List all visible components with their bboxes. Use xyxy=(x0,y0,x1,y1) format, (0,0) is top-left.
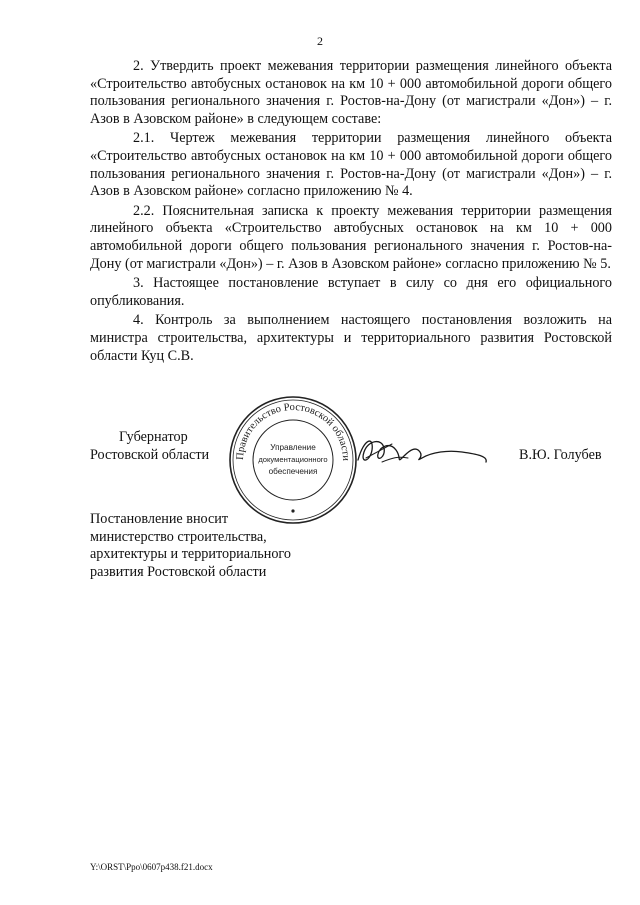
signatory-name: В.Ю. Голубев xyxy=(519,447,602,463)
paragraph-4: 4. Контроль за выполнением настоящего постановления возложить на министра строительства, архитектуры и территориального развития Ростовской области Куц С.В. xyxy=(90,312,612,364)
seal-inner-line1: Управление xyxy=(270,443,316,452)
seal-outer-text: Правительство Ростовской области xyxy=(234,401,352,462)
paragraph-2-1: 2.1. Чертеж межевания территории размещения линейного объекта «Строительство автобусных остановок на км 10 + 000 автомобильной дороги общего пользования регионального значения г. Ростов-на-Дону (от магистрали «Дон») – г. Азов в Азовском районе» согласно приложению № 4. xyxy=(90,130,612,200)
page-number: 2 xyxy=(317,34,323,48)
paragraph-2: 2. Утвердить проект межевания территории размещения линейного объекта «Строительство автобусных остановок на км 10 + 000 автомобильной дороги общего пользования регионального значения г. Ростов-на-Дону (от магистрали «Дон») – г. Азов в Азовском районе» в следующем составе: xyxy=(90,58,612,127)
note-line: развития Ростовской области xyxy=(90,563,267,580)
submitted-by-note xyxy=(90,511,291,581)
paragraph-2-2: 2.2. Пояснительная записка к проекту межевания территории размещения линейного объекта «Строительство автобусных остановок на км 10 + 000 автомобильной дороги общего пользования регионального значения г. Ростов-на-Дону (от магистрали «Дон») – г. Азов в Азовском районе» согласно приложению № 5. xyxy=(90,202,612,272)
note-line: министерство строительства, xyxy=(90,528,267,545)
paragraph-3: 3. Настоящее постановление вступает в силу со дня его официального опубликования. xyxy=(90,275,612,309)
seal-inner-line3: обеспечения xyxy=(268,467,318,476)
handwritten-signature xyxy=(352,428,492,478)
signatory-title-line1: Губернатор xyxy=(119,429,188,445)
official-seal xyxy=(228,395,358,525)
footer-file-path: Y:\ORST\Ppo\0607p438.f21.docx xyxy=(90,862,213,872)
document-body xyxy=(90,58,612,367)
note-line: архитектуры и территориального xyxy=(90,546,291,563)
seal-inner-line2: документационного xyxy=(258,455,328,464)
signatory-title-line2: Ростовской области xyxy=(90,447,210,463)
note-line: Постановление вносит xyxy=(90,511,229,527)
